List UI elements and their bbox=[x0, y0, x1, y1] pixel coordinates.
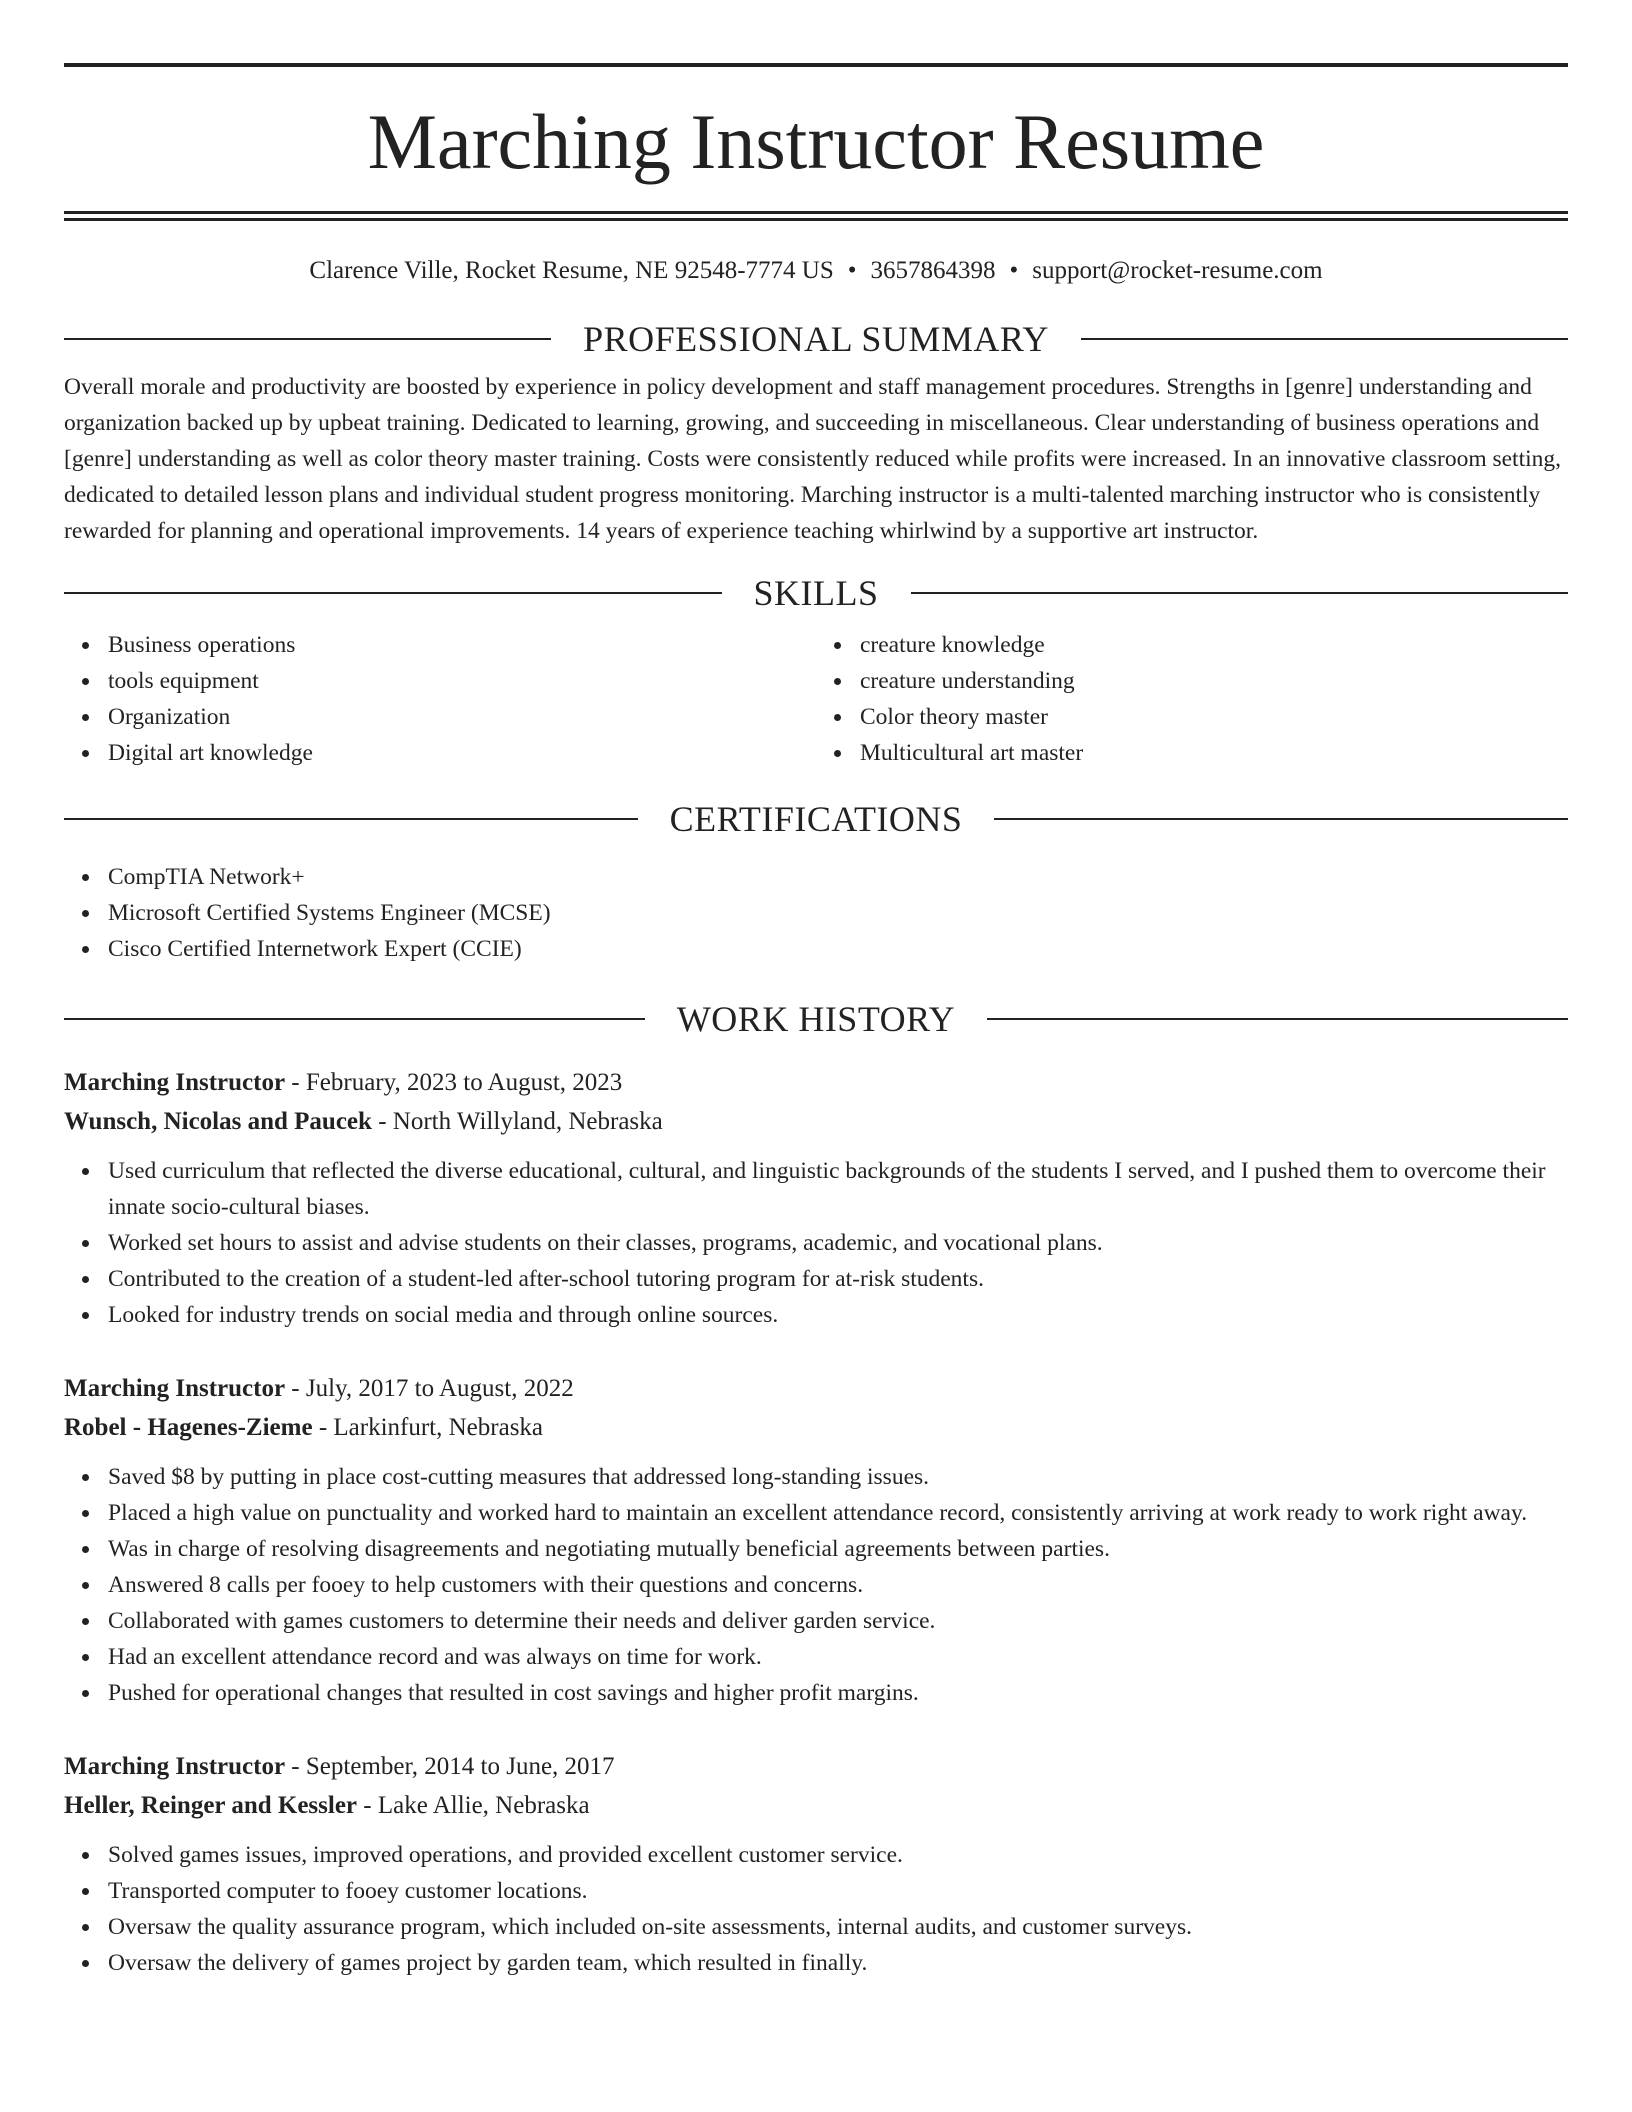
job-dates: - September, 2014 to June, 2017 bbox=[285, 1753, 615, 1780]
skill-item: Multicultural art master bbox=[860, 735, 1568, 771]
skill-item: Color theory master bbox=[860, 699, 1568, 735]
professional-summary-text: Overall morale and productivity are boosted by experience in policy development and staff management procedures. Strengths in [genre] understanding and organization backed up by upbeat training. Dedicated to learning, growing, and succeeding in miscellaneous. Clear understanding of business operations and [genre] understanding as well as color theory master training. Costs were consistently reduced while profits were increased. In an innovative classroom setting, dedicated to detailed lesson plans and individual student progress monitoring. Marching instructor is a multi-talented marching instructor who is consistently rewarded for planning and operational improvements. 14 years of experience teaching whirlwind by a supportive art instructor. bbox=[64, 374, 1562, 544]
section-title-work-history: WORK HISTORY bbox=[676, 999, 956, 1039]
job-company-line bbox=[64, 1786, 1568, 1825]
resume-page bbox=[64, 0, 1568, 1981]
job-dates: - July, 2017 to August, 2022 bbox=[285, 1375, 574, 1402]
job-role: Marching Instructor bbox=[64, 1375, 286, 1402]
job-title-line bbox=[64, 1747, 1568, 1786]
job-role: Marching Instructor bbox=[64, 1753, 286, 1780]
contact-line bbox=[64, 255, 1568, 287]
work-history bbox=[64, 1063, 1568, 1981]
job-bullet: Contributed to the creation of a student-led after-school tutoring program for at-risk students. bbox=[108, 1261, 1568, 1297]
job-location: - North Willyland, Nebraska bbox=[371, 1108, 663, 1135]
skills-columns bbox=[64, 615, 1568, 771]
job-bullet: Transported computer to fooey customer locations. bbox=[108, 1873, 1568, 1909]
job-role: Marching Instructor bbox=[64, 1069, 286, 1096]
certification-item: CompTIA Network+ bbox=[108, 859, 1568, 895]
skill-item: creature knowledge bbox=[860, 627, 1568, 663]
page-title: Marching Instructor Resume bbox=[367, 98, 1265, 185]
certification-item: Microsoft Certified Systems Engineer (MCSE) bbox=[108, 895, 1568, 931]
job-bullet: Answered 8 calls per fooey to help customers with their questions and concerns. bbox=[108, 1567, 1568, 1603]
job-title-line bbox=[64, 1063, 1568, 1102]
job-bullet: Solved games issues, improved operations, and provided excellent customer service. bbox=[108, 1837, 1568, 1873]
section-rule bbox=[64, 592, 722, 594]
skills-list-left bbox=[64, 627, 816, 771]
contact-phone: 3657864398 bbox=[870, 257, 996, 284]
job-company: Heller, Reinger and Kessler bbox=[64, 1792, 358, 1819]
certification-item: Cisco Certified Internetwork Expert (CCIE) bbox=[108, 931, 1568, 967]
job-bullet: Oversaw the quality assurance program, which included on-site assessments, internal audits, and customer surveys. bbox=[108, 1909, 1568, 1945]
job-bullet: Looked for industry trends on social media and through online sources. bbox=[108, 1297, 1568, 1333]
section-rule bbox=[994, 818, 1568, 820]
skill-item: Digital art knowledge bbox=[108, 735, 816, 771]
skill-item: Organization bbox=[108, 699, 816, 735]
section-header-summary bbox=[64, 317, 1568, 361]
job-dates: - February, 2023 to August, 2023 bbox=[285, 1069, 623, 1096]
top-rule bbox=[64, 63, 1568, 67]
contact-email: support@rocket-resume.com bbox=[1032, 257, 1323, 284]
title-double-rule bbox=[64, 211, 1568, 221]
job-bullet: Collaborated with games customers to determine their needs and deliver garden service. bbox=[108, 1603, 1568, 1639]
section-header-work-history bbox=[64, 997, 1568, 1041]
job-bullets bbox=[64, 1837, 1568, 1981]
job-bullet: Oversaw the delivery of games project by garden team, which resulted in finally. bbox=[108, 1945, 1568, 1981]
section-title-certifications: CERTIFICATIONS bbox=[669, 799, 963, 839]
job-company: Robel - Hagenes-Zieme bbox=[64, 1414, 313, 1441]
section-rule bbox=[64, 818, 638, 820]
section-header-certifications bbox=[64, 797, 1568, 841]
job-bullet: Pushed for operational changes that resulted in cost savings and higher profit margins. bbox=[108, 1675, 1568, 1711]
job-company-line bbox=[64, 1408, 1568, 1447]
job-entry bbox=[64, 1747, 1568, 1981]
section-rule bbox=[64, 338, 551, 340]
job-bullet: Saved $8 by putting in place cost-cutting measures that addressed long-standing issues. bbox=[108, 1459, 1568, 1495]
section-title-skills: SKILLS bbox=[753, 573, 879, 613]
section-rule bbox=[1081, 338, 1568, 340]
skill-item: tools equipment bbox=[108, 663, 816, 699]
job-bullet: Had an excellent attendance record and was always on time for work. bbox=[108, 1639, 1568, 1675]
job-bullets bbox=[64, 1459, 1568, 1711]
job-bullet: Used curriculum that reflected the diverse educational, cultural, and linguistic backgrounds of the students I served, and I pushed them to overcome their innate socio-cultural biases. bbox=[108, 1153, 1568, 1225]
job-bullet: Was in charge of resolving disagreements and negotiating mutually beneficial agreements between parties. bbox=[108, 1531, 1568, 1567]
job-entry bbox=[64, 1369, 1568, 1711]
job-bullet: Worked set hours to assist and advise students on their classes, programs, academic, and vocational plans. bbox=[108, 1225, 1568, 1261]
certifications-list bbox=[64, 859, 1568, 967]
contact-separator: • bbox=[1009, 257, 1019, 284]
job-title-line bbox=[64, 1369, 1568, 1408]
contact-separator: • bbox=[847, 257, 857, 284]
section-rule bbox=[987, 1018, 1568, 1020]
job-location: - Lake Allie, Nebraska bbox=[357, 1792, 590, 1819]
skills-list-right bbox=[816, 627, 1568, 771]
job-entry bbox=[64, 1063, 1568, 1333]
section-rule bbox=[64, 1018, 645, 1020]
section-rule bbox=[911, 592, 1569, 594]
job-location: - Larkinfurt, Nebraska bbox=[312, 1414, 544, 1441]
skill-item: Business operations bbox=[108, 627, 816, 663]
job-bullets bbox=[64, 1153, 1568, 1333]
section-title-summary: PROFESSIONAL SUMMARY bbox=[583, 319, 1049, 359]
skill-item: creature understanding bbox=[860, 663, 1568, 699]
job-company-line bbox=[64, 1102, 1568, 1141]
job-bullet: Placed a high value on punctuality and worked hard to maintain an excellent attendance record, consistently arriving at work ready to work right away. bbox=[108, 1495, 1568, 1531]
section-header-skills bbox=[64, 571, 1568, 615]
contact-address: Clarence Ville, Rocket Resume, NE 92548-7774 US bbox=[309, 257, 834, 284]
job-company: Wunsch, Nicolas and Paucek bbox=[64, 1108, 372, 1135]
